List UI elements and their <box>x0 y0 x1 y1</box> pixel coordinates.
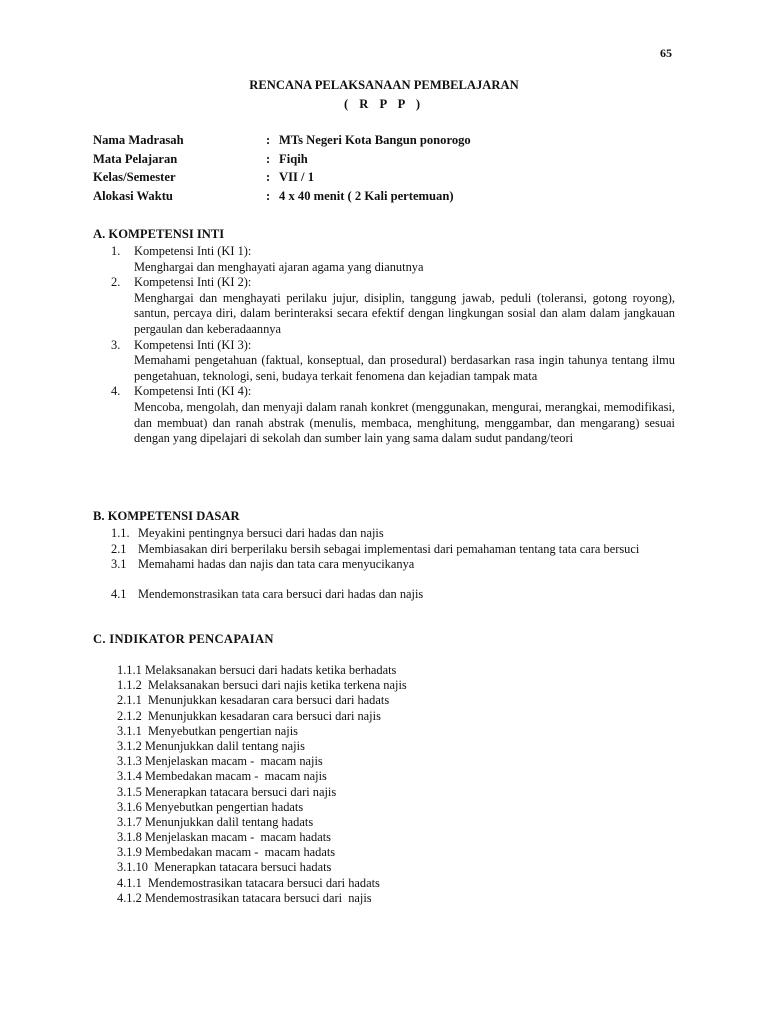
item-text: Menghargai dan menghayati ajaran agama yang dianutnya <box>134 259 424 274</box>
item-text: Memahami hadas dan najis dan tata cara menyucikanya <box>138 557 415 572</box>
info-row-mapel <box>93 152 693 171</box>
info-value: 4 x 40 menit ( 2 Kali pertemuan) <box>279 188 454 203</box>
list-item: 2.1.1 Menunjukkan kesadaran cara bersuci dari hadats <box>117 693 390 708</box>
item-number: 2.1 <box>111 541 127 556</box>
item-number: 1.1. <box>111 526 130 540</box>
list-item: 3.1.4 Membedakan macam - macam najis <box>117 769 327 784</box>
section-heading: A. KOMPETENSI INTI <box>93 227 225 241</box>
info-colon: : <box>266 133 271 147</box>
item-number: 1. <box>111 244 121 258</box>
page-number: 65 <box>660 46 672 60</box>
list-item <box>93 384 675 446</box>
item-text: Membiasakan diri berperilaku bersih sebagai implementasi dari pemahaman tentang tata cara bersuci <box>138 541 640 556</box>
item-number: 3. <box>111 337 121 352</box>
info-label: Kelas/Semester <box>93 170 176 184</box>
info-value: MTs Negeri Kota Bangun ponorogo <box>279 133 471 147</box>
info-label: Nama Madrasah <box>93 133 184 147</box>
list-item: 3.1.3 Menjelaskan macam - macam najis <box>117 754 323 769</box>
list-item: 4.1.2 Mendemostrasikan tatacara bersuci dari najis <box>117 890 372 905</box>
info-row-madrasah <box>93 133 693 152</box>
list-item: 3.1.8 Menjelaskan macam - macam hadats <box>117 830 332 845</box>
section-heading: C. INDIKATOR PENCAPAIAN <box>93 632 274 646</box>
section-indikator <box>93 632 675 906</box>
section-heading: B. KOMPETENSI DASAR <box>93 509 240 523</box>
list-item: 3.1.1 Menyebutkan pengertian najis <box>117 723 298 738</box>
item-text: Memahami pengetahuan (faktual, konseptual, dan prosedural) berdasarkan rasa ingin tahunya tentang ilmu pengetahuan, teknologi, seni, budaya terkait fenomena dan kejadian tampak mata <box>134 353 675 383</box>
list-item: 3.1.10 Menerapkan tatacara bersuci hadats <box>117 860 332 875</box>
list-item: 1.1.1 Melaksanakan bersuci dari hadats ketika berhadats <box>117 663 397 677</box>
spacer <box>93 573 675 587</box>
info-value: Fiqih <box>279 151 308 166</box>
document-subtitle: ( R P P ) <box>343 97 425 111</box>
item-title: Kompetensi Inti (KI 4): <box>134 384 252 399</box>
item-text: Mendemonstrasikan tata cara bersuci dari hadas dan najis <box>138 586 424 601</box>
item-text: Mencoba, mengolah, dan menyaji dalam ranah konkret (menggunakan, mengurai, merangkai, memodifikasi, dan membuat) dan ranah abstrak (menulis, membaca, menghitung, menggambar, dan mengarang) sesuai dengan yang dipelajari di sekolah dan sumber lain yang sama dalam sudut pandang/teori <box>134 399 675 446</box>
item-number: 4. <box>111 384 121 399</box>
info-row-kelas <box>93 170 693 189</box>
section-kompetensi-dasar <box>93 509 675 602</box>
info-colon: : <box>266 188 271 203</box>
list-item: 2.1.2 Menunjukkan kesadaran cara bersuci dari najis <box>117 708 381 723</box>
list-item <box>93 557 675 573</box>
list-item <box>93 244 675 275</box>
document-title: RENCANA PELAKSANAAN PEMBELAJARAN <box>249 78 519 92</box>
item-number: 3.1 <box>111 557 127 572</box>
list-item <box>93 338 675 385</box>
item-number: 4.1 <box>111 586 127 601</box>
identity-table <box>93 133 693 207</box>
list-item <box>93 275 675 337</box>
list-item: 3.1.7 Menunjukkan dalil tentang hadats <box>117 814 314 829</box>
list-item: 3.1.9 Membedakan macam - macam hadats <box>117 845 336 860</box>
item-title: Kompetensi Inti (KI 2): <box>134 275 252 290</box>
list-item: 3.1.2 Menunjukkan dalil tentang najis <box>117 738 305 753</box>
info-colon: : <box>266 170 271 184</box>
item-text: Menghargai dan menghayati perilaku jujur, disiplin, tanggung jawab, peduli (toleransi, gotong royong), santun, percaya diri, dalam berinteraksi secara efektif dengan lingkungan sosial dan alam dalam jangkauan pergaulan dan keberadaannya <box>134 290 675 336</box>
list-item: 3.1.6 Menyebutkan pengertian hadats <box>117 799 304 814</box>
info-label: Alokasi Waktu <box>93 188 173 203</box>
item-title: Kompetensi Inti (KI 3): <box>134 337 252 352</box>
item-title: Kompetensi Inti (KI 1): <box>134 244 252 258</box>
info-colon: : <box>266 151 271 166</box>
section-kompetensi-inti <box>93 227 675 447</box>
indicator-list <box>93 663 675 906</box>
list-item: 3.1.5 Menerapkan tatacara bersuci dari najis <box>117 784 337 799</box>
info-value: VII / 1 <box>279 170 314 184</box>
item-text: Meyakini pentingnya bersuci dari hadas dan najis <box>138 526 384 540</box>
item-number: 2. <box>111 275 121 290</box>
info-label: Mata Pelajaran <box>93 151 178 166</box>
list-item <box>93 526 675 542</box>
list-item <box>93 542 675 558</box>
list-item <box>93 587 675 603</box>
list-item: 4.1.1 Mendemostrasikan tatacara bersuci dari hadats <box>117 875 380 890</box>
info-row-alokasi <box>93 189 693 208</box>
list-item: 1.1.2 Melaksanakan bersuci dari najis ketika terkena najis <box>117 678 407 693</box>
